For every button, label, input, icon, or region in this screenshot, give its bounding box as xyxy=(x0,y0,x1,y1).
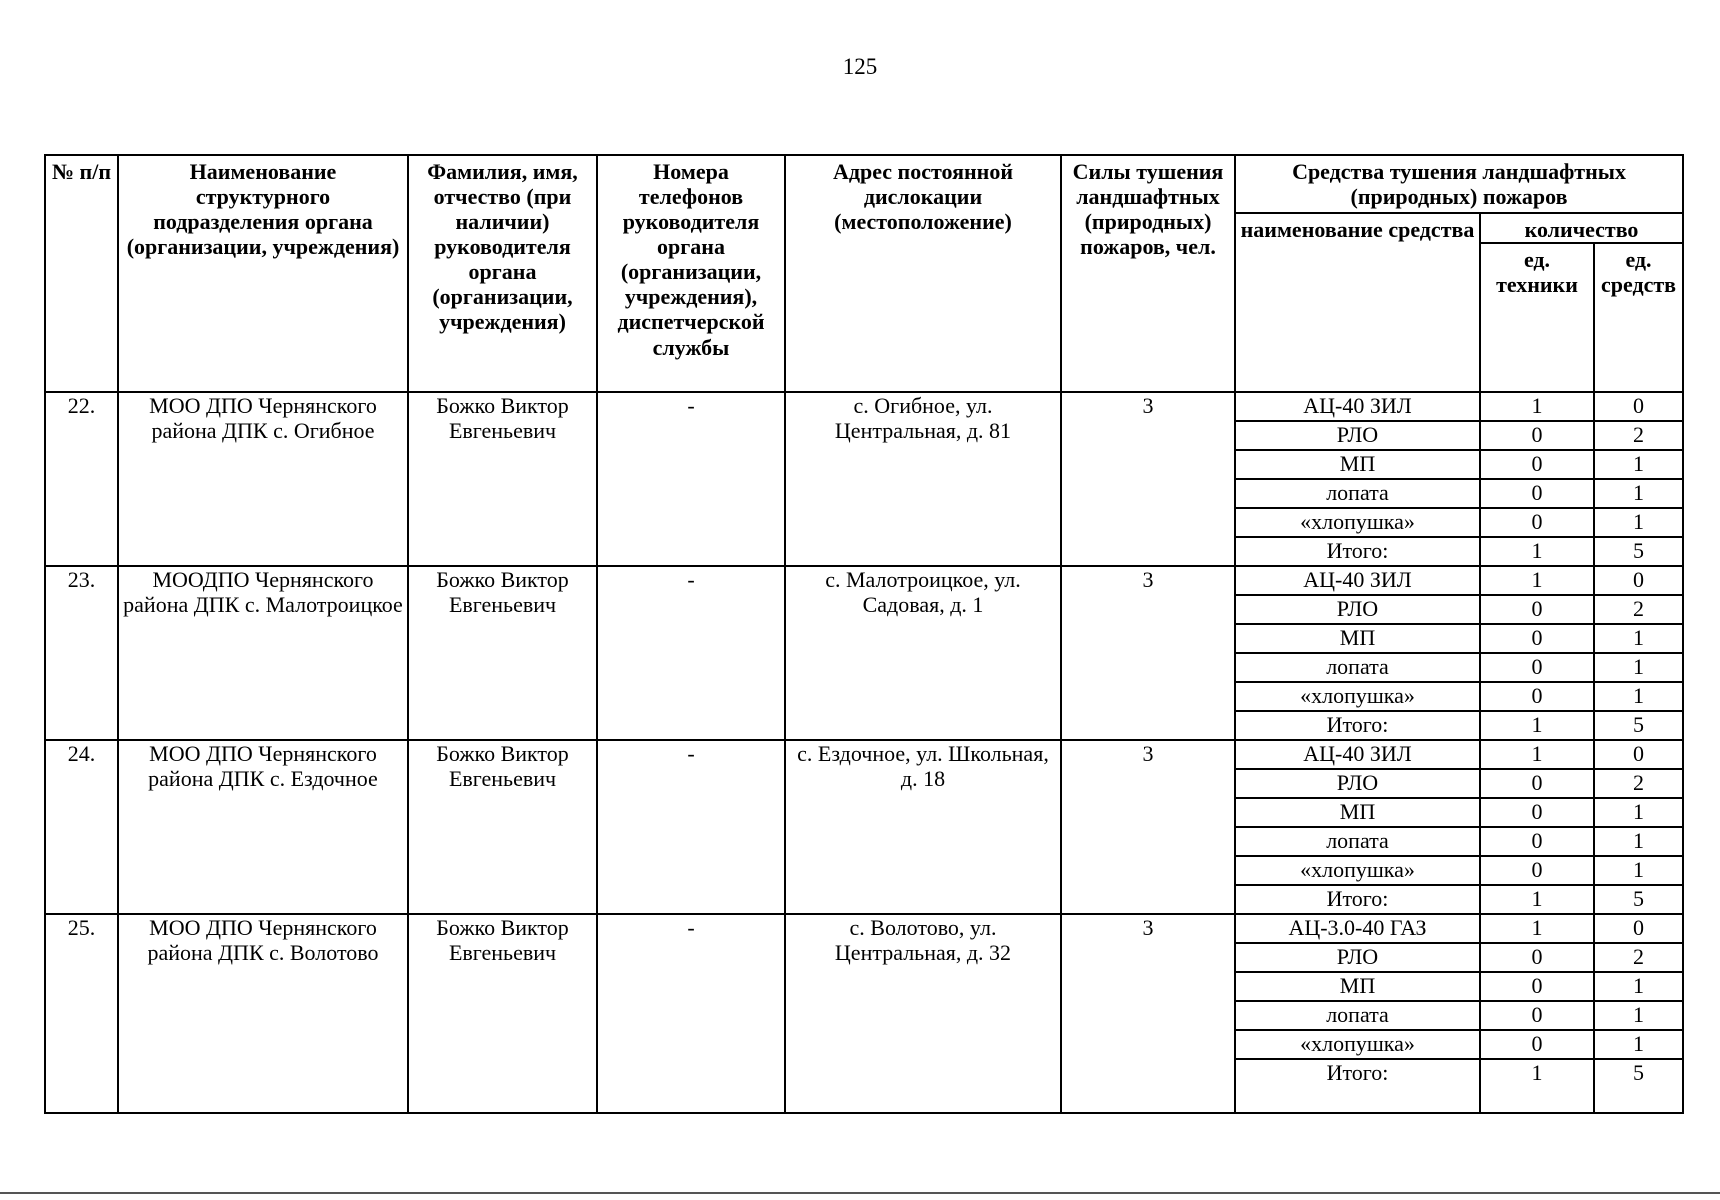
equipment-means-count: 1 xyxy=(1594,653,1683,682)
equipment-name: РЛО xyxy=(1235,421,1480,450)
equipment-tech-count: 0 xyxy=(1480,1030,1594,1059)
header-means-name: наименование средства xyxy=(1235,213,1480,392)
row-address: с. Волотово, ул. Центральная, д. 32 xyxy=(785,914,1061,1113)
equipment-means-count: 1 xyxy=(1594,1030,1683,1059)
page-number: 125 xyxy=(842,54,878,79)
equipment-tech-count: 0 xyxy=(1480,479,1594,508)
equipment-name: РЛО xyxy=(1235,943,1480,972)
header-address: Адрес постоянной дислокации (местоположение) xyxy=(785,155,1061,392)
equipment-tech-count: 0 xyxy=(1480,508,1594,537)
equipment-means-count: 2 xyxy=(1594,595,1683,624)
equipment-name: АЦ-40 ЗИЛ xyxy=(1235,740,1480,769)
equipment-tech-count: 0 xyxy=(1480,595,1594,624)
equipment-means-count: 1 xyxy=(1594,1001,1683,1030)
row-number: 22. xyxy=(45,392,118,566)
equipment-name: АЦ-40 ЗИЛ xyxy=(1235,392,1480,421)
row-forces: 3 xyxy=(1061,566,1235,740)
equipment-name: «хлопушка» xyxy=(1235,682,1480,711)
equipment-tech-count: 0 xyxy=(1480,972,1594,1001)
row-head-name: Божко Виктор Евгеньевич xyxy=(408,740,597,914)
row-unit-name: МОО ДПО Чернянского района ДПК с. Ездочное xyxy=(118,740,408,914)
total-label: Итого: xyxy=(1235,885,1480,914)
equipment-means-count: 1 xyxy=(1594,827,1683,856)
equipment-name: МП xyxy=(1235,624,1480,653)
equipment-means-count: 1 xyxy=(1594,450,1683,479)
total-label: Итого: xyxy=(1235,537,1480,566)
equipment-means-count: 0 xyxy=(1594,914,1683,943)
equipment-name: РЛО xyxy=(1235,769,1480,798)
equipment-means-count: 2 xyxy=(1594,769,1683,798)
total-means-count: 5 xyxy=(1594,537,1683,566)
row-forces: 3 xyxy=(1061,914,1235,1113)
row-address: с. Ездочное, ул. Школьная, д. 18 xyxy=(785,740,1061,914)
row-phones: - xyxy=(597,740,785,914)
total-tech-count: 1 xyxy=(1480,1059,1594,1113)
total-means-count: 5 xyxy=(1594,885,1683,914)
equipment-means-count: 2 xyxy=(1594,943,1683,972)
row-head-name: Божко Виктор Евгеньевич xyxy=(408,566,597,740)
equipment-means-count: 1 xyxy=(1594,624,1683,653)
table-body xyxy=(45,392,1683,1113)
row-phones: - xyxy=(597,392,785,566)
header-qty-equipment: ед. техники xyxy=(1480,243,1594,392)
equipment-name: «хлопушка» xyxy=(1235,1030,1480,1059)
row-unit-name: МООДПО Чернянского района ДПК с. Малотроицкое xyxy=(118,566,408,740)
row-head-name: Божко Виктор Евгеньевич xyxy=(408,392,597,566)
equipment-means-count: 1 xyxy=(1594,682,1683,711)
equipment-name: «хлопушка» xyxy=(1235,856,1480,885)
fire-means-table xyxy=(44,154,1684,1114)
equipment-name: лопата xyxy=(1235,479,1480,508)
equipment-tech-count: 0 xyxy=(1480,769,1594,798)
equipment-tech-count: 0 xyxy=(1480,827,1594,856)
equipment-name: лопата xyxy=(1235,653,1480,682)
row-number: 23. xyxy=(45,566,118,740)
table-row xyxy=(45,566,1683,595)
equipment-means-count: 1 xyxy=(1594,972,1683,1001)
equipment-tech-count: 0 xyxy=(1480,653,1594,682)
equipment-name: АЦ-40 ЗИЛ xyxy=(1235,566,1480,595)
equipment-name: «хлопушка» xyxy=(1235,508,1480,537)
header-num: № п/п xyxy=(45,155,118,392)
equipment-tech-count: 0 xyxy=(1480,421,1594,450)
header-qty-means: ед. средств xyxy=(1594,243,1683,392)
total-means-count: 5 xyxy=(1594,1059,1683,1113)
header-phones: Номера телефонов руководителя органа (организации, учреждения), диспетчерской службы xyxy=(597,155,785,392)
equipment-means-count: 1 xyxy=(1594,508,1683,537)
row-forces: 3 xyxy=(1061,740,1235,914)
equipment-tech-count: 1 xyxy=(1480,566,1594,595)
table-row xyxy=(45,392,1683,421)
page-bottom-line xyxy=(0,1192,1720,1194)
equipment-means-count: 0 xyxy=(1594,740,1683,769)
header-means: Средства тушения ландшафтных (природных) пожаров xyxy=(1235,155,1683,213)
equipment-name: МП xyxy=(1235,450,1480,479)
total-tech-count: 1 xyxy=(1480,711,1594,740)
total-label: Итого: xyxy=(1235,711,1480,740)
equipment-means-count: 1 xyxy=(1594,798,1683,827)
row-phones: - xyxy=(597,914,785,1113)
row-address: с. Малотроицкое, ул. Садовая, д. 1 xyxy=(785,566,1061,740)
equipment-name: лопата xyxy=(1235,1001,1480,1030)
row-address: с. Огибное, ул. Центральная, д. 81 xyxy=(785,392,1061,566)
table-header xyxy=(45,155,1683,392)
equipment-means-count: 2 xyxy=(1594,421,1683,450)
equipment-means-count: 1 xyxy=(1594,479,1683,508)
equipment-means-count: 1 xyxy=(1594,856,1683,885)
total-tech-count: 1 xyxy=(1480,885,1594,914)
total-label: Итого: xyxy=(1235,1059,1480,1113)
header-forces: Силы тушения ландшафтных (природных) пожаров, чел. xyxy=(1061,155,1235,392)
row-number: 24. xyxy=(45,740,118,914)
equipment-name: РЛО xyxy=(1235,595,1480,624)
equipment-name: МП xyxy=(1235,798,1480,827)
equipment-tech-count: 0 xyxy=(1480,450,1594,479)
row-phones: - xyxy=(597,566,785,740)
equipment-name: АЦ-3.0-40 ГАЗ xyxy=(1235,914,1480,943)
equipment-tech-count: 1 xyxy=(1480,740,1594,769)
row-unit-name: МОО ДПО Чернянского района ДПК с. Волотово xyxy=(118,914,408,1113)
equipment-tech-count: 0 xyxy=(1480,624,1594,653)
table-row xyxy=(45,740,1683,769)
row-forces: 3 xyxy=(1061,392,1235,566)
header-quantity: количество xyxy=(1480,213,1683,243)
total-tech-count: 1 xyxy=(1480,537,1594,566)
equipment-tech-count: 1 xyxy=(1480,914,1594,943)
equipment-tech-count: 1 xyxy=(1480,392,1594,421)
header-head: Фамилия, имя, отчество (при наличии) руководителя органа (организации, учреждения) xyxy=(408,155,597,392)
table-row xyxy=(45,914,1683,943)
equipment-tech-count: 0 xyxy=(1480,682,1594,711)
equipment-means-count: 0 xyxy=(1594,392,1683,421)
equipment-name: МП xyxy=(1235,972,1480,1001)
equipment-tech-count: 0 xyxy=(1480,1001,1594,1030)
equipment-name: лопата xyxy=(1235,827,1480,856)
row-number: 25. xyxy=(45,914,118,1113)
header-unit: Наименование структурного подразделения органа (организации, учреждения) xyxy=(118,155,408,392)
equipment-tech-count: 0 xyxy=(1480,943,1594,972)
row-head-name: Божко Виктор Евгеньевич xyxy=(408,914,597,1113)
total-means-count: 5 xyxy=(1594,711,1683,740)
equipment-tech-count: 0 xyxy=(1480,798,1594,827)
row-unit-name: МОО ДПО Чернянского района ДПК с. Огибное xyxy=(118,392,408,566)
equipment-means-count: 0 xyxy=(1594,566,1683,595)
equipment-tech-count: 0 xyxy=(1480,856,1594,885)
